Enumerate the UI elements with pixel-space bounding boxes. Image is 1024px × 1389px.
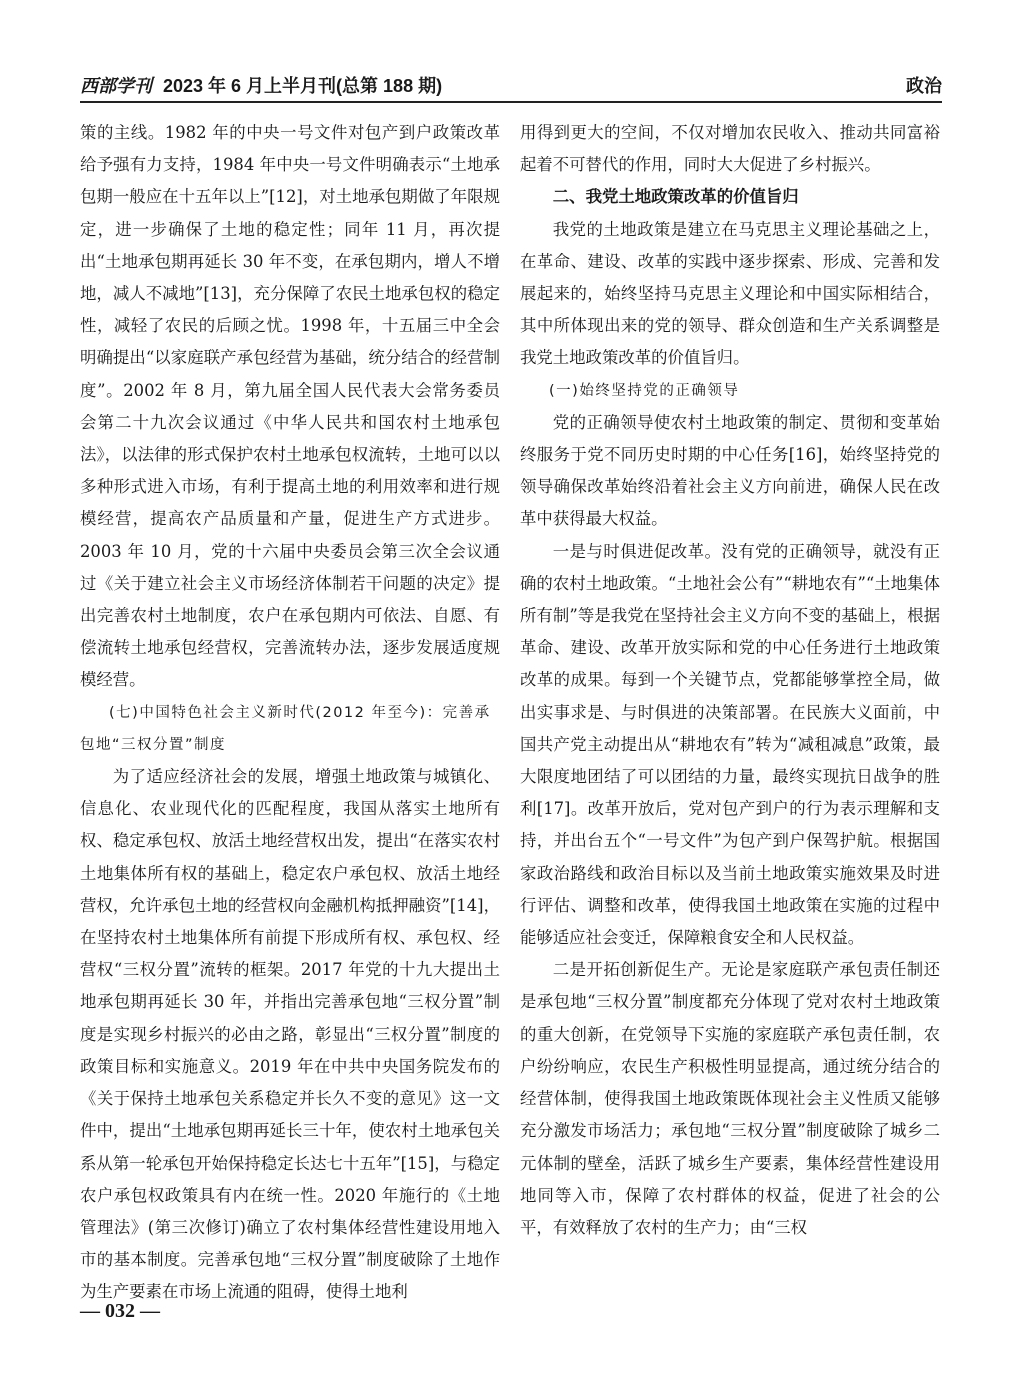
section-heading: 二、我党土地政策改革的价值旨归 bbox=[552, 188, 799, 207]
journal-logo: 西部学刊 bbox=[80, 76, 152, 97]
body-paragraph: 策的主线。1982 年的中央一号文件对包产到户政策改革给予强有力支持，1984 年中央一号文件明确表示“土地承包期一般应在十五年以上”[12]，对土地承包期做了年限规定，进一步确保了土地的稳定性；同年 11 月，再次提出“土地承包期再延长 30 年不变，在承包期内，增人不增地，减人不减地”[13]，充分保障了农民土地承包权的稳定性，减轻了农民的后顾之忧。1998 年，十五届三中全会明确提出“以家庭联产承包经营为基础，统分结合的经营制度”。2002 年 8 月，第九届全国人民代表大会常务委员会第二十九次会议通过《中华人民共和国农村土地承包法》，以法律的形式保护农村土地承包权流转，土地可以以多种形式进入市场，有利于提高土地的利用效率和进行规模经营，提高农产品质量和产量，促进生产方式进步。2003 年 10 月，党的十六届中央委员会第三次全会议通过《关于建立社会主义市场经济体制若干问题的决定》提出完善农村土地制度，农户在承包期内可依法、自愿、有偿流转土地承包经营权，完善流转办法，逐步发展适度规模经营。 bbox=[80, 123, 500, 690]
body-paragraph: 一是与时俱进促改革。没有党的正确领导，就没有正确的农村土地政策。“土地社会公有”“耕地农有”“土地集体所有制”等是我党在坚持社会主义方向不变的基础上，根据革命、建设、改革开放实际和党的中心任务进行土地政策改革的成果。每到一个关键节点，党都能够掌控全局，做出实事求是、与时俱进的决策部署。在民族大义面前，中国共产党主动提出从“耕地农有”转为“减租减息”政策，最大限度地团结了可以团结的力量，最终实现抗日战争的胜利[17]。改革开放后，党对包产到户的行为表示理解和支持，并出台五个“一号文件”为包产到户保驾护航。根据国家政治路线和政治目标以及当前土地政策实施效果及时进行评估、调整和改革，使得我国土地政策在实施的过程中能够适应社会变迁，保障粮食安全和人民权益。 bbox=[520, 541, 940, 948]
body-paragraph: 党的正确领导使农村土地政策的制定、贯彻和变革始终服务于党不同历史时期的中心任务[16]，始终坚持党的领导确保改革始终沿着社会主义方向前进，确保人民在改革中获得最大权益。 bbox=[520, 412, 940, 529]
section-name: 政治 bbox=[906, 76, 942, 96]
header-rule bbox=[80, 101, 942, 103]
journal-issue: 2023 年 6 月上半月刊(总第 188 期) bbox=[163, 76, 443, 96]
right-column bbox=[520, 117, 940, 1244]
body-paragraph: 用得到更大的空间，不仅对增加农民收入、推动共同富裕起着不可替代的作用，同时大大促进了乡村振兴。 bbox=[520, 123, 940, 175]
page-number: — 032 — bbox=[80, 1300, 160, 1322]
left-column bbox=[80, 117, 500, 1309]
body-paragraph: 我党的土地政策是建立在马克思主义理论基础之上，在革命、建设、改革的实践中逐步探索、形成、完善和发展起来的，始终坚持马克思主义理论和中国实际相结合，其中所体现出来的党的领导、群众创造和生产关系调整是我党土地政策改革的价值旨归。 bbox=[520, 219, 940, 368]
subsection-heading: (七)中国特色社会主义新时代(2012 年至今)：完善承包地“三权分置”制度 bbox=[80, 704, 491, 753]
body-paragraph: 二是开拓创新促生产。无论是家庭联产承包责任制还是承包地“三权分置”制度都充分体现了党对农村土地政策的重大创新，在党领导下实施的家庭联产承包责任制，农户纷纷响应，农民生产积极性明显提高，通过统分结合的经营体制，使得我国土地政策既体现社会主义性质又能够充分激发市场活力；承包地“三权分置”制度破除了城乡二元体制的壁垒，活跃了城乡生产要素，集体经营性建设用地同等入市，保障了农村群体的权益，促进了社会的公平，有效释放了农村的生产力；由“三权 bbox=[520, 960, 940, 1237]
body-paragraph: 为了适应经济社会的发展，增强土地政策与城镇化、信息化、农业现代化的匹配程度，我国从落实土地所有权、稳定承包权、放活土地经营权出发，提出“在落实农村土地集体所有权的基础上，稳定农户承包权、放活土地经营权，允许承包土地的经营权向金融机构抵押融资”[14]，在坚持农村土地集体所有前提下形成所有权、承包权、经营权“三权分置”流转的框架。2017 年党的十九大提出土地承包期再延长 30 年，并指出完善承包地“三权分置”制度是实现乡村振兴的必由之路，彰显出“三权分置”制度的政策目标和实施意义。2019 年在中共中央国务院发布的《关于保持土地承包关系稳定并长久不变的意见》这一文件中，提出“土地承包期再延长三十年，使农村土地承包关系从第一轮承包开始保持稳定长达七十五年”[15]，与稳定农户承包权政策具有内在统一性。2020 年施行的《土地管理法》(第三次修订)确立了农村集体经营性建设用地入市的基本制度。完善承包地“三权分置”制度破除了土地作为生产要素在市场上流通的阻碍，使得土地利 bbox=[80, 767, 500, 1302]
subsection-heading: (一)始终坚持党的正确领导 bbox=[549, 382, 740, 399]
running-header bbox=[80, 70, 942, 100]
